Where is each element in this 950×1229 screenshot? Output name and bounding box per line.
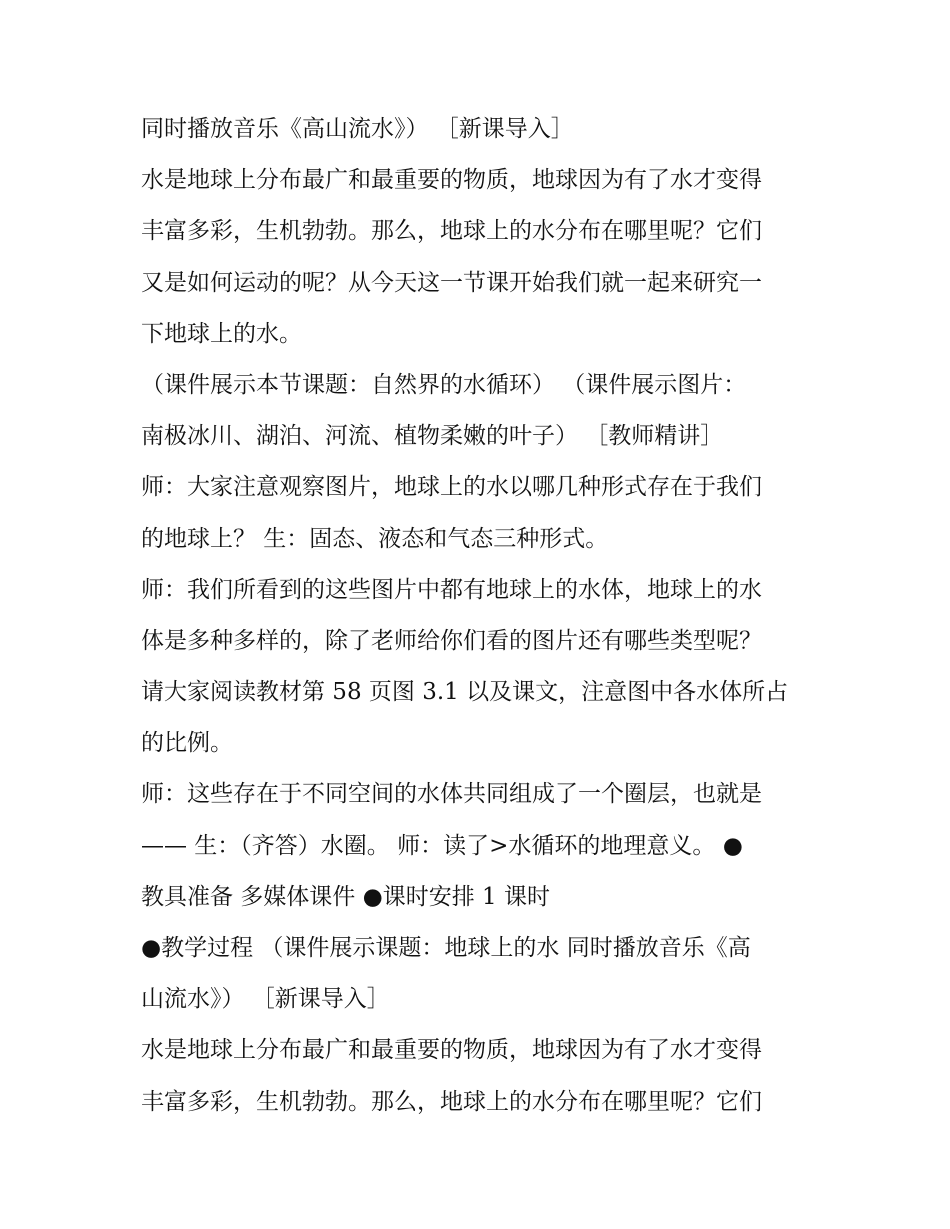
text-line: 山流水》） ［新课导入］	[141, 986, 390, 1013]
text-line: 同时播放音乐《高山流水》） ［新课导入］	[141, 116, 574, 142]
text-line: （课件展示本节课题：自然界的水循环） （课件展示图片：	[141, 371, 747, 398]
text-line: ●教学过程 （课件展示课题：地球上的水 同时播放音乐《高	[141, 935, 751, 961]
text-line: 下地球上的水。	[141, 320, 302, 347]
text-line: —— 生：（齐答）水圈。 师：读了>水循环的地理意义。 ●	[141, 832, 743, 859]
text-line: 的比例。	[141, 730, 233, 757]
text-line: 师：大家注意观察图片，地球上的水以哪几种形式存在于我们	[141, 474, 762, 501]
text-line: 请大家阅读教材第 58 页图 3.1 以及课文，注意图中各水体所占	[141, 679, 789, 706]
text-line: 又是如何运动的呢？从今天这一节课开始我们就一起来研究一	[141, 269, 762, 296]
text-line: 水是地球上分布最广和最重要的物质，地球因为有了水才变得	[141, 1037, 762, 1064]
text-line: 师：我们所看到的这些图片中都有地球上的水体，地球上的水	[141, 576, 762, 603]
text-line: 水是地球上分布最广和最重要的物质，地球因为有了水才变得	[141, 167, 762, 194]
text-line: 南极冰川、湖泊、河流、植物柔嫩的叶子） ［教师精讲］	[141, 423, 724, 450]
text-line: 师：这些存在于不同空间的水体共同组成了一个圈层，也就是	[141, 781, 762, 808]
text-line: 丰富多彩，生机勃勃。那么，地球上的水分布在哪里呢？它们	[141, 1088, 762, 1115]
text-line: 体是多种多样的，除了老师给你们看的图片还有哪些类型呢？	[141, 627, 762, 654]
text-line: 丰富多彩，生机勃勃。那么，地球上的水分布在哪里呢？它们	[141, 218, 762, 245]
text-line: 的地球上？ 生：固态、液态和气态三种形式。	[141, 525, 609, 552]
text-line: 教具准备 多媒体课件 ●课时安排 1 课时	[141, 883, 550, 910]
document-body	[141, 104, 813, 1128]
